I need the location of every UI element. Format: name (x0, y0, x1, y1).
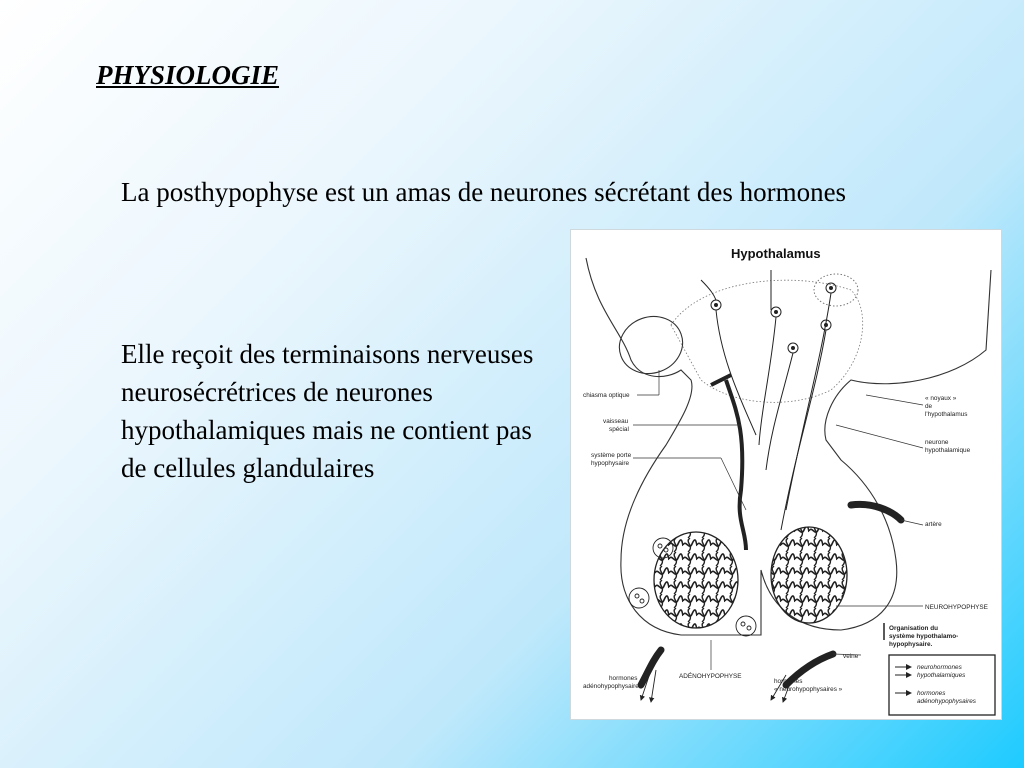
figure-legend (889, 655, 995, 715)
label-veine: veine (843, 653, 859, 660)
label-noyaux-1: « noyaux » (925, 395, 957, 402)
label-hormones-adeno-2: adénohypophysaires (583, 683, 642, 690)
legend-item1-line1: neurohormones (917, 664, 962, 671)
paragraph-posthypophyse: La posthypophyse est un amas de neurones sécrétant des hormones (121, 177, 847, 207)
label-vaisseau-1: vaisseau (603, 418, 629, 425)
hypothalamic-neurons (701, 270, 836, 530)
label-artere: artère (925, 521, 942, 528)
hypothalamo-hypophyseal-diagram (570, 229, 1002, 720)
adenohypophysis-capillaries (654, 532, 738, 628)
svg-text:hypophysaire.: hypophysaire. (889, 641, 933, 648)
neurohypophysis-capillaries (771, 527, 847, 623)
label-hormones-neuro-1: hormones (774, 678, 803, 685)
diagram-drawing (571, 230, 1001, 719)
legend-item2-line1: hormones (917, 690, 946, 697)
label-neurone-1: neurone (925, 439, 949, 446)
label-porte-2: hypophysaire (591, 460, 630, 467)
figure-title: Hypothalamus (731, 246, 821, 261)
artery-right (851, 504, 901, 520)
legend-item1-line2: hypothalamiques (917, 672, 966, 679)
legend-item2-line2: adénohypophysaires (917, 698, 976, 705)
svg-text:Organisation du: Organisation du (889, 625, 938, 632)
label-hormones-adeno-1: hormones (609, 675, 638, 682)
label-hormones-neuro-2: « neurohypophysaires » (774, 686, 843, 693)
slide-title: PHYSIOLOGIE (96, 60, 280, 90)
label-noyaux-2: de (925, 403, 933, 410)
label-noyaux-3: l'hypothalamus (925, 411, 968, 418)
label-porte-1: système porte (591, 452, 632, 459)
label-chiasma: chiasma optique (583, 392, 630, 399)
label-neurohypophyse: NEUROHYPOPHYSE (925, 604, 988, 611)
portal-vessel (711, 375, 746, 550)
figure-caption (884, 623, 958, 648)
label-leaders (633, 370, 923, 670)
svg-text:système hypothalamo-: système hypothalamo- (889, 633, 959, 640)
label-vaisseau-2: spécial (609, 426, 629, 433)
label-neurone-2: hypothalamique (925, 447, 971, 454)
label-adenohypophyse: ADÉNOHYPOPHYSE (679, 673, 742, 680)
paragraph-terminaisons: Elle reçoit des terminaisons nerveuses neurosécrétrices de neurones hypothalamiques mais ne contient pas de cellules glandulaires (121, 339, 534, 483)
